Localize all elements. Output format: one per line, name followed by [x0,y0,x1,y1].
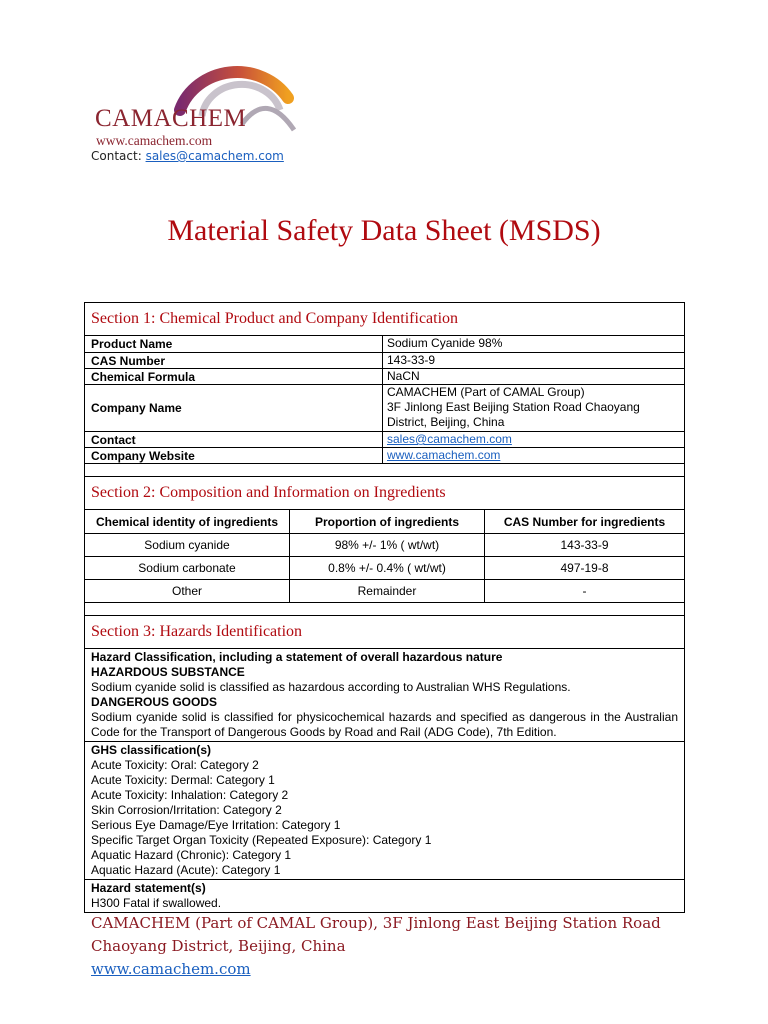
hazard-statement-block [85,880,684,912]
company-logo [92,50,302,150]
logo-url: www.camachem.com [96,133,213,148]
company-address-line: 3F Jinlong East Beijing Station Road Chaoyang [387,400,640,414]
company-website-link[interactable]: www.camachem.com [387,448,501,462]
column-header: Chemical identity of ingredients [85,510,290,533]
list-item: Specific Target Organ Toxicity (Repeated Exposure): Category 1 [91,833,432,847]
dangerous-text: Sodium cyanide solid is classified for physicochemical hazards and specified as dangerous in the Australian Code for the Transport of Dangerous Goods by Road and Rail (ADG Code), 7th Edition. [91,710,678,739]
hazardous-title: HAZARDOUS SUBSTANCE [91,665,245,679]
table-row [85,448,684,464]
row-key: Product Name [85,336,383,352]
table-row [85,385,684,432]
footer-website-link[interactable]: www.camachem.com [91,960,251,978]
table-row [85,432,684,448]
ghs-block [85,742,684,880]
table-row [85,336,684,353]
msds-table [84,302,685,913]
table-cell: Remainder [290,580,485,602]
list-item: Acute Toxicity: Oral: Category 2 [91,758,259,772]
classification-title: Hazard Classification, including a statement of overall hazardous nature [91,650,503,664]
ghs-title: GHS classification(s) [91,743,212,757]
row-value: NaCN [387,369,420,383]
column-header: Proportion of ingredients [290,510,485,533]
page-title: Material Safety Data Sheet (MSDS) [167,214,601,247]
row-key: CAS Number [85,353,383,368]
section1-heading: Section 1: Chemical Product and Company Identification [85,303,684,336]
row-key: Company Website [85,448,383,463]
table-row [85,580,684,603]
table-cell: 98% +/- 1% ( wt/wt) [290,534,485,556]
row-value: 143-33-9 [387,353,436,367]
contact-line [91,149,284,163]
list-item: Aquatic Hazard (Acute): Category 1 [91,863,281,877]
contact-email-link[interactable]: sales@camachem.com [145,149,284,163]
row-key: Chemical Formula [85,369,383,384]
page-footer [91,912,661,981]
table-cell: 497-19-8 [560,561,609,575]
spacer-row [85,464,684,477]
logo-name: CAMACHEM [95,105,247,132]
table-row [85,369,684,385]
company-name-line: CAMACHEM (Part of CAMAL Group) [387,385,585,399]
contact-email-link[interactable]: sales@camachem.com [387,432,512,446]
table-cell: Sodium cyanide [85,534,290,556]
statement-text: H300 Fatal if swallowed. [91,896,222,910]
section3-heading: Section 3: Hazards Identification [85,616,684,649]
row-value [383,385,684,431]
hazard-classification-block [85,649,684,742]
list-item: Aquatic Hazard (Chronic): Category 1 [91,848,292,862]
table-cell: Sodium carbonate [85,557,290,579]
company-address-line: District, Beijing, China [387,415,505,429]
list-item: Acute Toxicity: Dermal: Category 1 [91,773,275,787]
spacer-row [85,603,684,616]
row-key: Company Name [85,385,383,431]
contact-label: Contact: [91,149,142,163]
table-cell: 143-33-9 [560,538,609,552]
footer-address-line: CAMACHEM (Part of CAMAL Group), 3F Jinlong East Beijing Station Road [91,914,661,932]
row-key: Contact [85,432,383,447]
dangerous-title: DANGEROUS GOODS [91,695,218,709]
column-header: CAS Number for ingredients [503,514,666,529]
list-item: Acute Toxicity: Inhalation: Category 2 [91,788,289,802]
table-cell: Other [85,580,290,602]
table-cell: 0.8% +/- 0.4% ( wt/wt) [290,557,485,579]
table-cell: - [582,584,587,598]
footer-address-line: Chaoyang District, Beijing, China [91,937,346,955]
statement-title: Hazard statement(s) [91,881,206,895]
row-value: Sodium Cyanide 98% [387,336,503,350]
section2-heading: Section 2: Composition and Information on Ingredients [85,477,684,510]
list-item: Skin Corrosion/Irritation: Category 2 [91,803,282,817]
table-header-row [85,510,684,534]
table-row [85,534,684,557]
table-row [85,557,684,580]
list-item: Serious Eye Damage/Eye Irritation: Category 1 [91,818,341,832]
table-row [85,353,684,369]
hazardous-text: Sodium cyanide solid is classified as hazardous according to Australian WHS Regulations. [91,680,571,694]
